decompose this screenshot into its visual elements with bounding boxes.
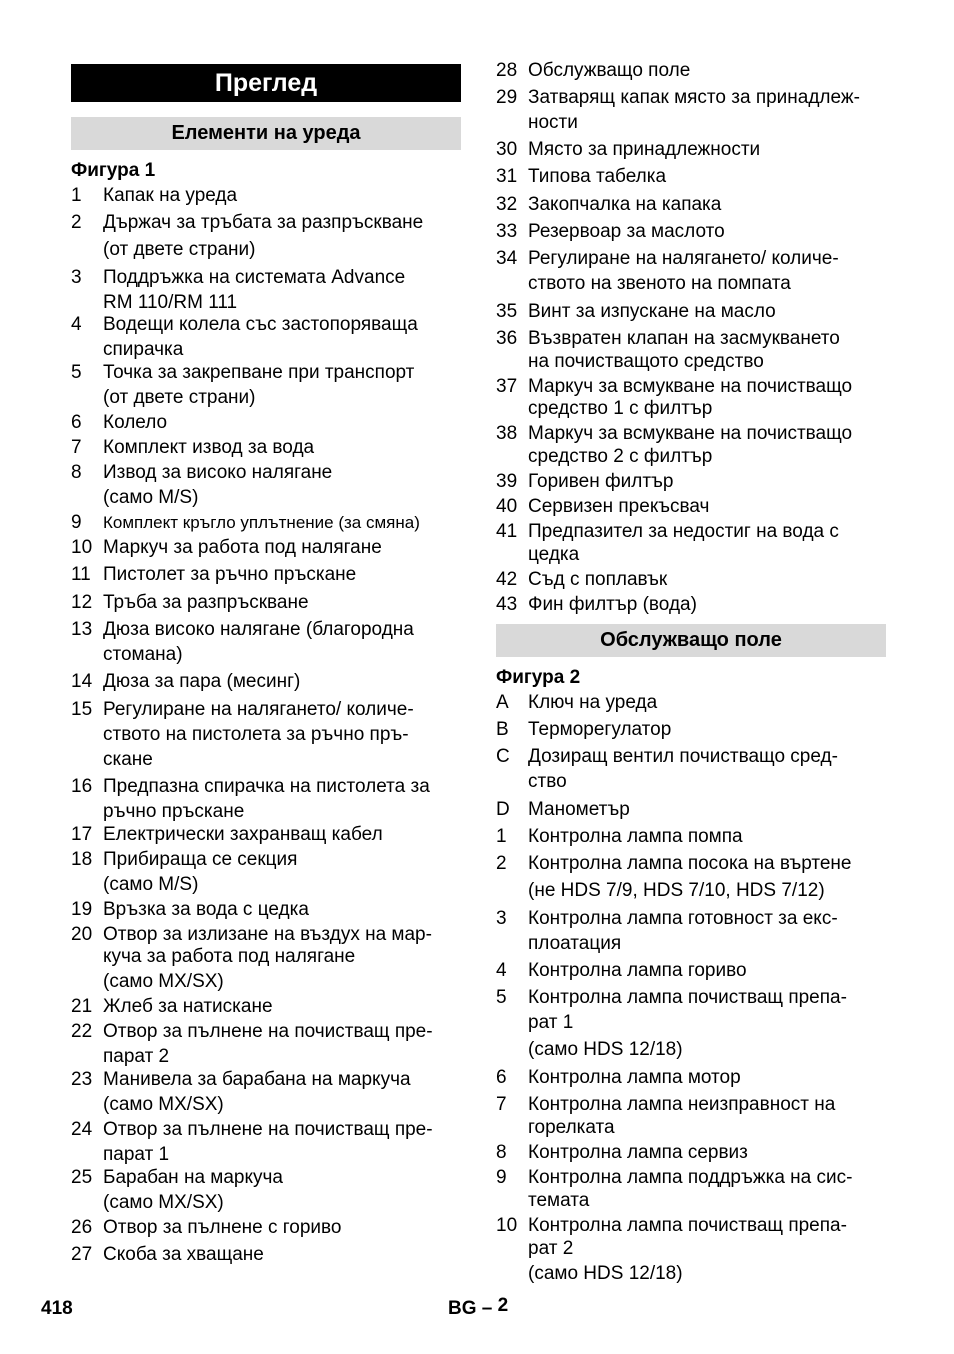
item-text-line: Терморегулатор — [528, 719, 672, 740]
item-number: 16 — [71, 776, 93, 797]
page-title: Преглед — [71, 64, 461, 102]
item-number: C — [496, 746, 510, 767]
item-text-line: (само MX/SX) — [103, 1192, 224, 1213]
item-number: 21 — [71, 996, 93, 1017]
footer-section-label — [448, 1295, 509, 1320]
item-text-line: Обслужващо поле — [528, 60, 691, 81]
item-text-line: Регулиране на налягането/ количе- — [103, 699, 414, 720]
item-text-line: Контролна лампа сервиз — [528, 1142, 748, 1163]
footer-section-page: 2 — [497, 1295, 509, 1316]
item-number: 7 — [71, 437, 82, 458]
item-number: 18 — [71, 849, 93, 870]
item-text-line: парат 2 — [103, 1046, 170, 1067]
item-text-line: Държач за тръбата за разпръскване — [103, 212, 424, 233]
item-text-line: Затварящ капак място за принадлеж- — [528, 87, 860, 108]
item-number: 32 — [496, 194, 518, 215]
item-text-line: Резервоар за маслото — [528, 221, 725, 242]
item-text-line: Електрически захранващ кабел — [103, 824, 383, 845]
item-text-line: плоатация — [528, 933, 622, 954]
item-text-line: Маркуч за всмукване на почистващо — [528, 376, 853, 397]
item-number: 29 — [496, 87, 518, 108]
item-number: 15 — [71, 699, 93, 720]
item-text-line: Дюза високо налягане (благородна — [103, 619, 414, 640]
item-text-line: куча за работа под налягане — [103, 946, 356, 967]
item-text-line: (не HDS 7/9, HDS 7/10, HDS 7/12) — [528, 880, 825, 901]
item-text-line: (само M/S) — [103, 487, 199, 508]
item-number: 43 — [496, 594, 518, 615]
item-text-line: средство 1 с филтър — [528, 398, 713, 419]
item-text-line: (само MX/SX) — [103, 1094, 224, 1115]
item-text-line: на почистващото средство — [528, 351, 764, 372]
item-number: 8 — [496, 1142, 507, 1163]
item-number: 12 — [71, 592, 93, 613]
item-number: 4 — [71, 314, 82, 335]
item-text-line: (само HDS 12/18) — [528, 1263, 683, 1284]
item-text-line: (само MX/SX) — [103, 971, 224, 992]
item-text-line: горелката — [528, 1117, 615, 1138]
item-text-line: Комплект кръгло уплътнение (за смяна) — [103, 513, 420, 532]
item-number: 8 — [71, 462, 82, 483]
item-number: 40 — [496, 496, 518, 517]
item-number: 2 — [496, 853, 507, 874]
item-text-line: Контролна лампа почистващ препа- — [528, 987, 847, 1008]
item-text-line: темата — [528, 1190, 590, 1211]
item-text-line: (само HDS 12/18) — [528, 1039, 683, 1060]
item-text-line: Точка за закрепване при транспорт — [103, 362, 415, 383]
item-number: 9 — [71, 512, 82, 533]
item-text-line: Отвор за пълнене с гориво — [103, 1217, 342, 1238]
item-text-line: Регулиране на налягането/ количе- — [528, 248, 839, 269]
item-text-line: Контролна лампа готовност за екс- — [528, 908, 838, 929]
item-number: 14 — [71, 671, 93, 692]
item-number: 38 — [496, 423, 518, 444]
item-text-line: Поддръжка на системата Advance — [103, 267, 406, 288]
item-number: 17 — [71, 824, 93, 845]
item-text-line: Отвор за пълнене на почистващ пре- — [103, 1119, 433, 1140]
item-text-line: RM 110/RM 111 — [103, 292, 238, 313]
item-text-line: Предпазител за недостиг на вода с — [528, 521, 839, 542]
item-text-line: Прибираща се секция — [103, 849, 298, 870]
item-number: 31 — [496, 166, 518, 187]
item-text-line: Контролна лампа почистващ препа- — [528, 1215, 847, 1236]
item-number: B — [496, 719, 509, 740]
item-number: 33 — [496, 221, 518, 242]
item-number: D — [496, 799, 510, 820]
item-text-line: Връзка за вода с цедка — [103, 899, 309, 920]
item-text-line: парат 1 — [103, 1144, 170, 1165]
item-text-line: Маркуч за всмукване на почистващо — [528, 423, 853, 444]
item-text-line: Място за принадлежности — [528, 139, 761, 160]
item-number: 30 — [496, 139, 518, 160]
item-number: 11 — [71, 564, 91, 585]
item-number: 39 — [496, 471, 518, 492]
item-text-line: Пистолет за ръчно пръскане — [103, 564, 357, 585]
item-text-line: Предпазна спирачка на пистолета за — [103, 776, 430, 797]
item-text-line: спирачка — [103, 339, 184, 360]
item-number: 37 — [496, 376, 518, 397]
item-text-line: Контролна лампа помпа — [528, 826, 743, 847]
item-number: 3 — [496, 908, 507, 929]
item-text-line: (от двете страни) — [103, 239, 256, 260]
item-text-line: ството на звеното на помпата — [528, 273, 791, 294]
item-text-line: Отвор за пълнене на почистващ пре- — [103, 1021, 433, 1042]
item-text-line: Извод за високо налягане — [103, 462, 333, 483]
item-text-line: Контролна лампа неизправност на — [528, 1094, 836, 1115]
item-text-line: (само M/S) — [103, 874, 199, 895]
item-number: 41 — [496, 521, 518, 542]
item-text-line: Винт за изпускане на масло — [528, 301, 776, 322]
item-number: 6 — [71, 412, 82, 433]
item-text-line: Фин филтър (вода) — [528, 594, 697, 615]
item-text-line: Контролна лампа поддръжка на сис- — [528, 1167, 853, 1188]
item-number: 34 — [496, 248, 518, 269]
item-text-line: Контролна лампа мотор — [528, 1067, 741, 1088]
item-text-line: Капак на уреда — [103, 185, 238, 206]
item-number: 26 — [71, 1217, 93, 1238]
item-text-line: цедка — [528, 544, 580, 565]
item-number: 28 — [496, 60, 518, 81]
item-text-line: средство 2 с филтър — [528, 446, 713, 467]
item-number: 4 — [496, 960, 507, 981]
item-text-line: Комплект извод за вода — [103, 437, 315, 458]
item-text-line: Барабан на маркуча — [103, 1167, 283, 1188]
item-text-line: Закопчалка на капака — [528, 194, 722, 215]
item-text-line: ство — [528, 771, 567, 792]
item-number: 23 — [71, 1069, 93, 1090]
item-number: 2 — [71, 212, 82, 233]
item-number: 13 — [71, 619, 93, 640]
item-text-line: Колело — [103, 412, 168, 433]
item-number: 5 — [71, 362, 82, 383]
item-number: 27 — [71, 1244, 93, 1265]
item-number: 24 — [71, 1119, 93, 1140]
footer-language: BG — [448, 1298, 477, 1319]
item-number: 36 — [496, 328, 518, 349]
item-text-line: Горивен филтър — [528, 471, 674, 492]
item-text-line: рат 2 — [528, 1238, 574, 1259]
item-number: 35 — [496, 301, 518, 322]
item-number: 22 — [71, 1021, 93, 1042]
section-heading-panel: Обслужващо поле — [496, 624, 886, 657]
footer-dash: – — [481, 1298, 493, 1319]
item-text-line: стомана) — [103, 644, 183, 665]
item-number: 7 — [496, 1094, 507, 1115]
item-text-line: Дюза за пара (месинг) — [103, 671, 301, 692]
item-text-line: скане — [103, 749, 153, 770]
item-number: 10 — [496, 1215, 518, 1236]
item-number: 25 — [71, 1167, 93, 1188]
item-text-line: Скоба за хващане — [103, 1244, 264, 1265]
item-text-line: ности — [528, 112, 578, 133]
item-number: 1 — [71, 185, 82, 206]
item-text-line: (от двете страни) — [103, 387, 256, 408]
item-text-line: Манивела за барабана на маркуча — [103, 1069, 411, 1090]
item-number: 5 — [496, 987, 507, 1008]
item-number: 42 — [496, 569, 518, 590]
item-number: 6 — [496, 1067, 507, 1088]
item-text-line: Ключ на уреда — [528, 692, 658, 713]
item-number: 19 — [71, 899, 93, 920]
item-number: 9 — [496, 1167, 507, 1188]
item-text-line: рат 1 — [528, 1012, 574, 1033]
page-number: 418 — [41, 1298, 73, 1319]
item-text-line: Тръба за разпръскване — [103, 592, 309, 613]
item-text-line: Контролна лампа посока на въртене — [528, 853, 852, 874]
section-heading-elements: Елементи на уреда — [71, 117, 461, 150]
item-text-line: Сервизен прекъсвач — [528, 496, 710, 517]
item-text-line: Съд с поплавък — [528, 569, 668, 590]
figure-label-1: Фигура 1 — [71, 160, 156, 181]
item-text-line: Отвор за излизане на въздух на мар- — [103, 924, 432, 945]
item-number: A — [496, 692, 509, 713]
figure-label-2: Фигура 2 — [496, 667, 581, 688]
item-text-line: Дозиращ вентил почистващо сред- — [528, 746, 838, 767]
item-number: 3 — [71, 267, 82, 288]
item-text-line: ръчно пръскане — [103, 801, 245, 822]
item-text-line: ството на пистолета за ръчно пръ- — [103, 724, 409, 745]
item-number: 20 — [71, 924, 93, 945]
item-text-line: Маркуч за работа под налягане — [103, 537, 382, 558]
item-text-line: Възвратен клапан на засмукването — [528, 328, 840, 349]
item-text-line: Типова табелка — [528, 166, 667, 187]
item-text-line: Манометър — [528, 799, 630, 820]
item-number: 10 — [71, 537, 93, 558]
item-text-line: Контролна лампа гориво — [528, 960, 747, 981]
item-text-line: Жлеб за натискане — [103, 996, 273, 1017]
item-text-line: Водещи колела със застопоряваща — [103, 314, 418, 335]
item-number: 1 — [496, 826, 507, 847]
